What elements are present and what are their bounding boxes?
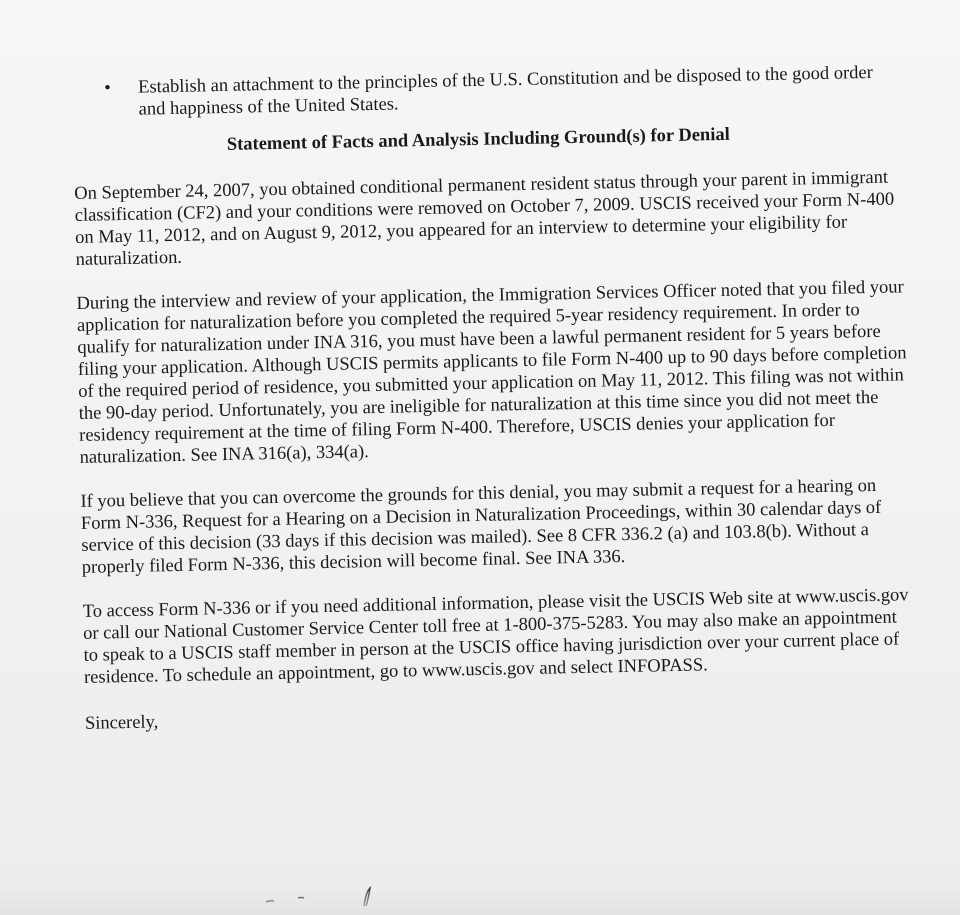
requirement-bullet-item xyxy=(72,61,903,122)
facts-paragraph: On September 24, 2007, you obtained conditional permanent resident status through your parent in immigrant classification (CF2) and your conditions were removed on October 7, 2009. USCIS received your Form N-400 on May 11, 2012, and on August 9, 2012, you appeared for an interview to determine your eligibility for naturalization. xyxy=(74,167,895,270)
closing-salutation: Sincerely, xyxy=(84,712,159,734)
analysis-paragraph: During the interview and review of your application, the Immigration Services Officer noted that you filed your application for naturalization before you completed the required 5-year residency requirement. In order to qualify for naturalization under INA 316, you must have been a lawful permanent resident for 5 years before filing your application. Although USCIS permits applicants to file Form N-400 up to 90 days before completion of the required period of residence, you submitted your application on May 11, 2012. This filing was not within the 90-day period. Unfortunately, you are ineligible for naturalization at this time since you did not meet the residency requirement at the time of filing Form N-400. Therefore, USCIS denies your application for naturalization. See INA 316(a), 334(a). xyxy=(76,277,907,468)
hearing-request-paragraph: If you believe that you can overcome the grounds for this denial, you may submit a request for a hearing on Form N-336, Request for a Hearing on a Decision in Naturalization Proceedings, within 30 calendar days of service of this decision (33 days if this decision was mailed). See 8 CFR 336.2 (a) and 103.8(b). Without a properly filed Form N-336, this decision will become final. See INA 336. xyxy=(80,475,882,578)
page-bottom-edge xyxy=(0,887,960,915)
bullet-symbol: • xyxy=(104,78,111,99)
bullet-text: Establish an attachment to the principles of the U.S. Constitution and be disposed to the good order and happiness of the United States. xyxy=(138,62,873,120)
letter-body xyxy=(72,61,915,735)
contact-info-paragraph: To access Form N-336 or if you need additional information, please visit the USCIS Web site at www.uscis.gov or call our National Customer Service Center toll free at 1-800-375-5283. You may also make an appointment to speak to a USCIS staff member in person at the USCIS office having jurisdiction over your current place of residence. To schedule an appointment, go to www.uscis.gov and select INFOPASS. xyxy=(82,585,909,688)
section-heading: Statement of Facts and Analysis Including Ground(s) for Denial xyxy=(226,124,730,155)
